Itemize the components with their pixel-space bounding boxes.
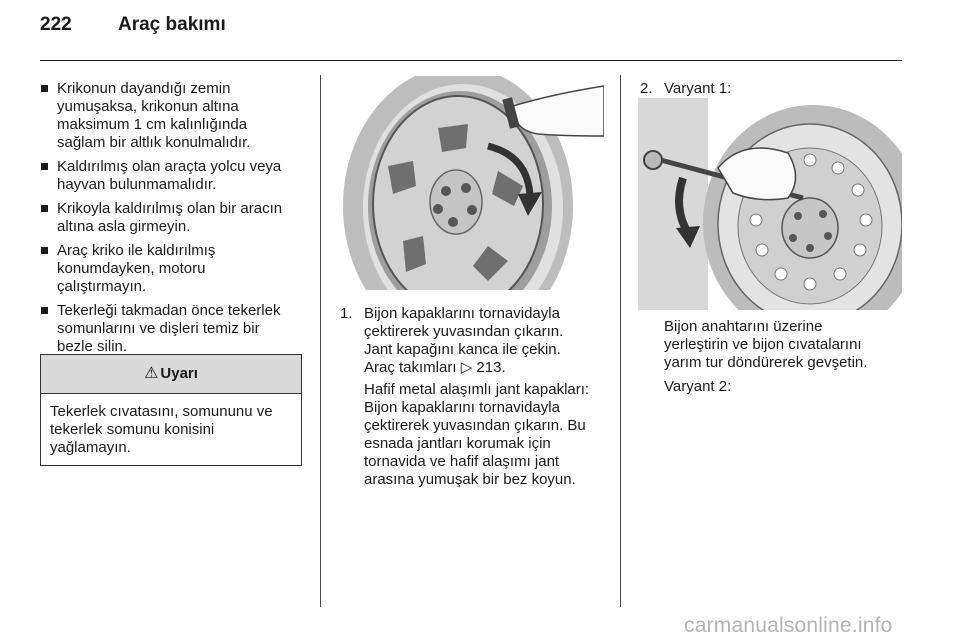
column-1 — [40, 80, 315, 362]
wheel-cover-removal-illustration — [338, 76, 604, 290]
bullet-marker — [41, 247, 48, 254]
bullet-item: Kaldırılmış olan araçta yolcu veya hayvan bulunmamalıdır. — [40, 158, 315, 194]
bullet-item: Tekerleği takmadan önce tekerlek somunlarını ve dişleri temiz bir bezle silin. — [40, 302, 315, 356]
page-number: 222 — [40, 14, 72, 35]
warning-body: Tekerlek cıvatasını, somununu ve tekerlek somunu konisini yağlamayın. — [50, 403, 273, 456]
page-title: Araç bakımı — [118, 14, 226, 35]
bullet-marker — [41, 163, 48, 170]
variant-2-label: Varyant 2: — [664, 378, 732, 395]
warning-triangle-icon: ⚠ — [144, 365, 159, 382]
page-ref-icon: ▷ — [460, 359, 473, 376]
page-header — [40, 14, 226, 36]
bullet-item: Krikoyla kaldırılmış olan bir aracın altına asla girmeyin. — [40, 200, 315, 236]
wheel-wrench-illustration — [638, 98, 902, 310]
bullet-item: Araç kriko ile kaldırılmış konumdayken, motoru çalıştırmayın. — [40, 242, 315, 296]
variant-1-label: Varyant 1: — [664, 80, 732, 97]
step-2-heading — [640, 80, 900, 98]
warning-box — [40, 354, 302, 466]
warning-title: Uyarı — [160, 365, 198, 382]
step-2-text: Bijon anahtarını üzerine yerleştirin ve bijon cıvatalarını yarım tur döndürerek gevşetin. Varyant 2: — [664, 318, 904, 396]
warning-header — [41, 355, 301, 394]
step-number: 1. — [340, 305, 353, 322]
cross-reference: Araç takımları ▷ 213. — [364, 359, 506, 376]
bullet-marker — [41, 307, 48, 314]
step-1: 1. Bijon kapaklarını tornavidayla çektirerek yuvasından çıkarın. Jant kapağını kanca ile çekin. Araç takımları ▷ 213. — [340, 305, 615, 377]
bullet-marker — [41, 85, 48, 92]
column-divider-2 — [620, 75, 621, 607]
note-paragraph: Hafif metal alaşımlı jant kapakları: Bijon kapaklarını tornavidayla çektirerek yuvasından çıkarın. Bu esnada jantları korumak için tornavida ve hafif alaşımı jant arasına yumuşak bir bez koyun. — [364, 381, 590, 488]
step-number: 2. — [640, 80, 653, 97]
header-rule — [40, 60, 902, 61]
bullet-marker — [41, 205, 48, 212]
column-divider-1 — [320, 75, 321, 607]
column-2-text — [340, 305, 615, 489]
watermark: carmanualsonline.info — [684, 614, 893, 637]
bullet-item: Krikonun dayandığı zemin yumuşaksa, krikonun altına maksimum 1 cm kalınlığında sağlam bir altlık konulmalıdır. — [40, 80, 315, 152]
